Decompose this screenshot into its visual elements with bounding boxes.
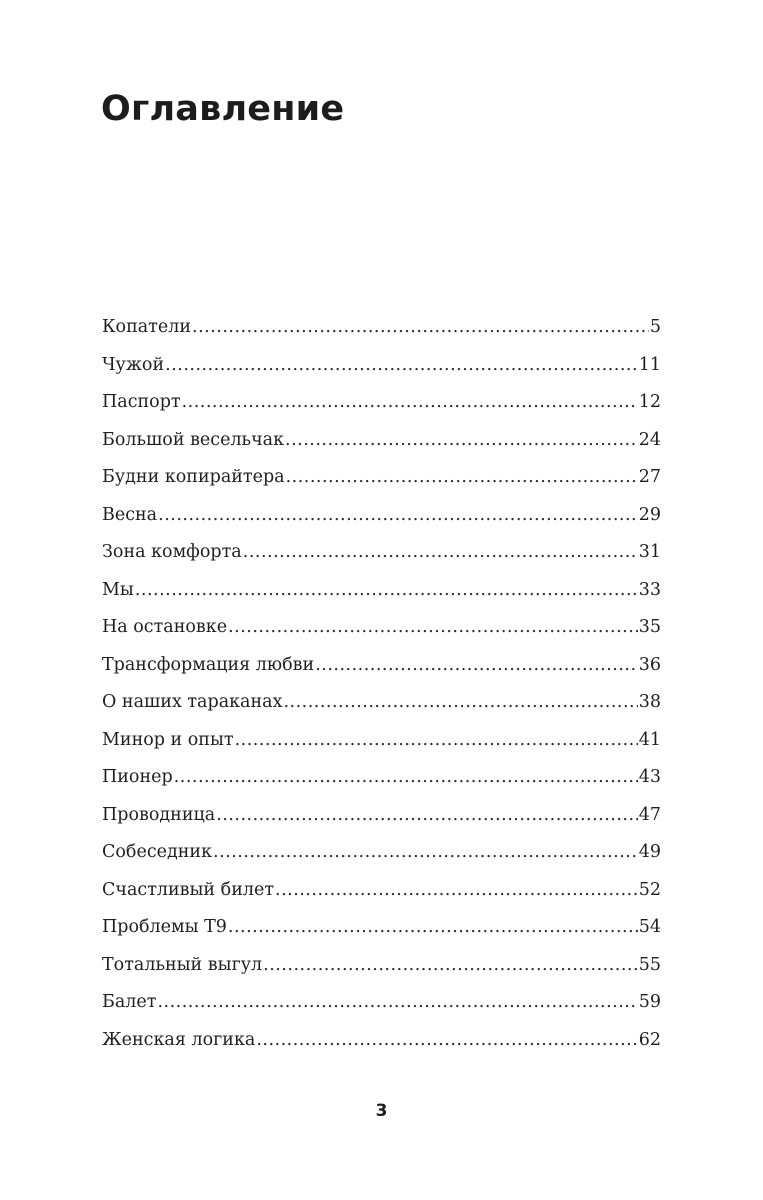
toc-entry-page: 47 — [638, 804, 661, 825]
toc-entry-page: 38 — [638, 692, 661, 712]
toc-entry — [102, 617, 661, 655]
toc-leader-dots — [235, 730, 638, 750]
toc-entry-page: 27 — [638, 467, 661, 487]
toc-leader-dots — [228, 617, 638, 637]
toc-entry-title: Чужой — [102, 354, 165, 375]
toc-entry-title: Счастливый билет — [102, 879, 275, 900]
toc-entry — [102, 580, 661, 618]
toc-leader-dots — [285, 430, 638, 450]
toc-leader-dots — [165, 355, 638, 375]
toc-entry — [102, 392, 661, 430]
toc-entry-title: Собеседник — [102, 842, 213, 862]
toc-entry-page: 49 — [638, 842, 661, 862]
toc-leader-dots — [286, 467, 638, 487]
toc-entry-page: 41 — [638, 729, 661, 750]
toc-entry — [102, 692, 661, 730]
toc-entry-title: Минор и опыт — [102, 729, 234, 750]
toc-entry-title: На остановке — [102, 617, 228, 637]
toc-leader-dots — [228, 917, 638, 937]
toc-entry — [102, 317, 661, 355]
toc-leader-dots — [192, 317, 649, 337]
toc-entry — [102, 467, 661, 505]
toc-entry — [102, 542, 661, 580]
toc-entry-page: 35 — [638, 617, 661, 637]
toc-entry-page: 43 — [638, 767, 661, 787]
toc-leader-dots — [263, 955, 638, 975]
toc-entry — [102, 505, 661, 543]
toc-entry-page: 54 — [638, 917, 661, 937]
toc-entry-page: 12 — [638, 392, 661, 412]
toc-entry-page: 62 — [638, 1029, 661, 1050]
toc-leader-dots — [283, 692, 637, 712]
toc-entry-title: Проблемы Т9 — [102, 917, 227, 937]
toc-entry-title: Балет — [102, 992, 157, 1012]
toc-entry — [102, 430, 661, 468]
toc-entry-title: Проводница — [102, 804, 216, 825]
toc-entry — [102, 992, 661, 1030]
page-title: Оглавление — [101, 89, 345, 129]
toc-entry-title: Пионер — [102, 767, 173, 787]
toc-leader-dots — [182, 392, 638, 412]
toc-entry-page: 29 — [638, 504, 661, 525]
toc-leader-dots — [275, 880, 638, 900]
toc-entry-title: Большой весельчак — [102, 429, 285, 450]
page-number: 3 — [375, 1101, 388, 1121]
toc-entry-title: Весна — [102, 504, 158, 525]
toc-leader-dots — [243, 542, 638, 562]
toc-leader-dots — [256, 1030, 637, 1050]
toc-leader-dots — [157, 992, 637, 1012]
toc-entry-title: Женская логика — [102, 1029, 256, 1050]
toc-leader-dots — [213, 842, 638, 862]
toc-leader-dots — [135, 580, 638, 600]
toc-entry — [102, 1030, 661, 1068]
toc-entry-page: 5 — [649, 317, 661, 337]
toc-entry-page: 33 — [638, 579, 661, 600]
toc-leader-dots — [174, 767, 638, 787]
toc-entry-title: Паспорт — [102, 392, 181, 412]
toc-entry — [102, 767, 661, 805]
toc-entry-title: Трансформация любви — [102, 654, 315, 675]
toc-entry — [102, 842, 661, 880]
toc-entry-page: 52 — [638, 879, 661, 900]
toc-leader-dots — [158, 505, 638, 525]
toc-entry-title: Зона комфорта — [102, 542, 242, 562]
toc-leader-dots — [216, 805, 638, 825]
toc-entry-page: 36 — [638, 654, 661, 675]
toc-entry-title: Тотальный выгул — [102, 954, 263, 975]
toc-entry — [102, 730, 661, 768]
toc-entry-title: Копатели — [102, 317, 191, 337]
toc-entry-page: 11 — [638, 354, 661, 375]
toc-entry — [102, 655, 661, 693]
toc-entry-title: Мы — [102, 579, 134, 600]
toc-entry-page: 31 — [638, 542, 661, 562]
toc-entry-page: 24 — [638, 429, 661, 450]
toc-entry — [102, 880, 661, 918]
toc-entry — [102, 955, 661, 993]
table-of-contents — [102, 317, 661, 1067]
toc-entry — [102, 355, 661, 393]
toc-entry — [102, 805, 661, 843]
toc-entry-page: 59 — [638, 992, 661, 1012]
toc-leader-dots — [315, 655, 638, 675]
toc-entry-title: О наших тараканах — [102, 692, 283, 712]
toc-entry-page: 55 — [638, 954, 661, 975]
toc-entry — [102, 917, 661, 955]
toc-entry-title: Будни копирайтера — [102, 467, 285, 487]
